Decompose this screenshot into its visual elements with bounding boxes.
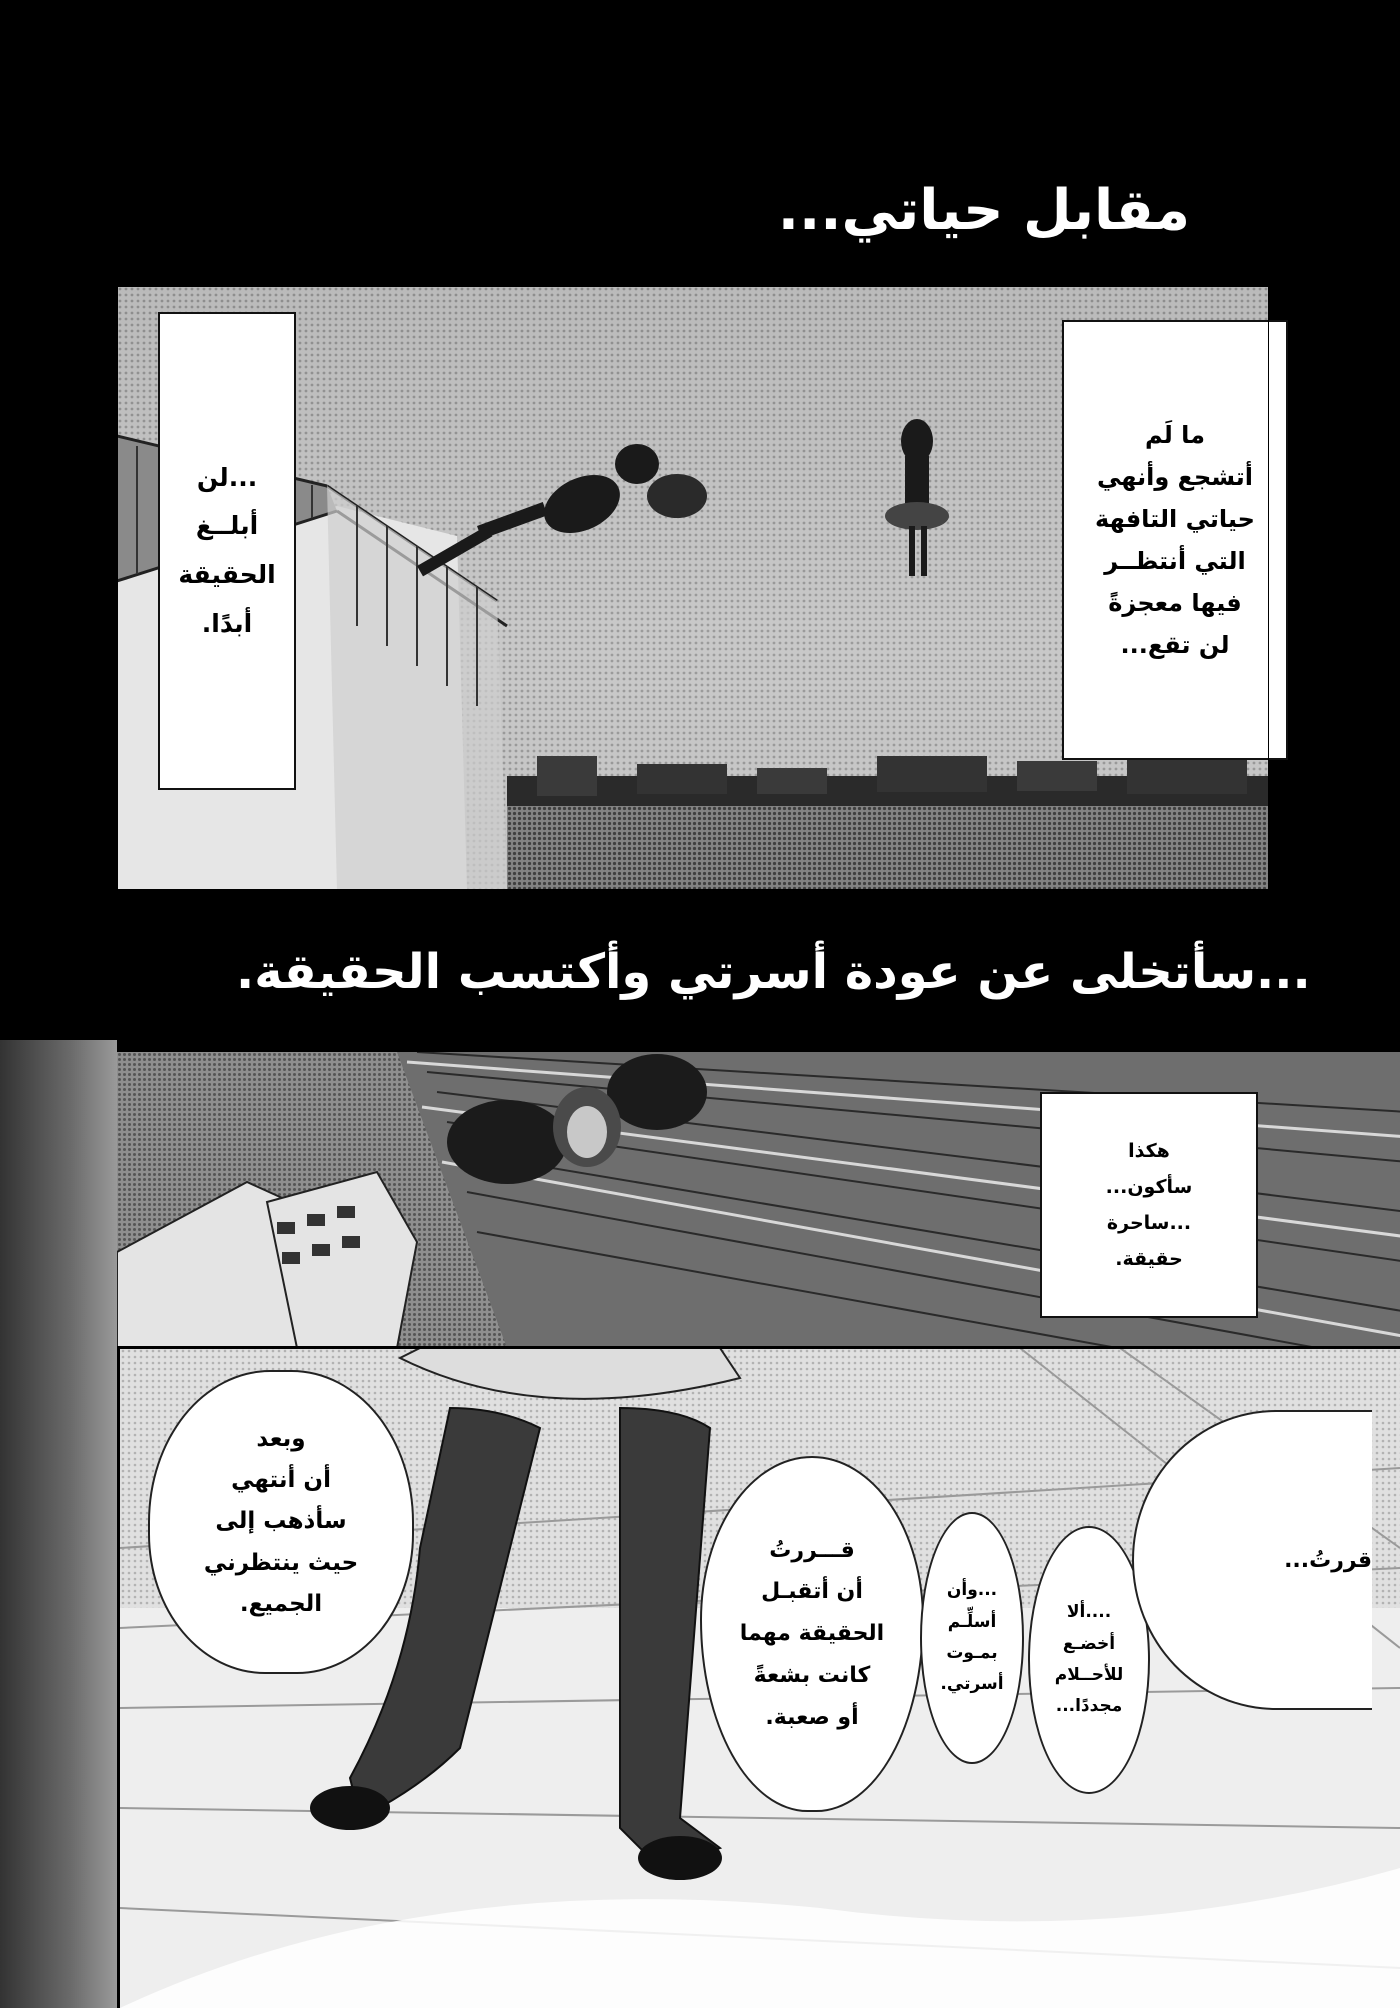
narration-line: ...لن bbox=[196, 462, 258, 492]
top-caption: مقابل حياتي... bbox=[777, 178, 1190, 243]
panel-border-top bbox=[117, 286, 1269, 890]
speech-bubble-center bbox=[700, 1456, 924, 1812]
narration-line: ما لَم bbox=[1144, 421, 1206, 449]
narration-line: حقيقة. bbox=[1115, 1248, 1183, 1271]
narration-line: الحقيقة bbox=[178, 560, 276, 589]
bubble-line: وبعد bbox=[256, 1425, 306, 1452]
narration-line: أتشجع وأنهي bbox=[1097, 463, 1253, 491]
bubble-line: أن أتقبـل bbox=[761, 1579, 863, 1605]
bubble-line: قـــررتُ bbox=[769, 1537, 855, 1563]
bubble-line: ...وأن bbox=[946, 1580, 998, 1601]
bubble-line: أخضـع bbox=[1062, 1633, 1116, 1654]
narration-line: فيها معجزةً bbox=[1108, 589, 1242, 617]
bubble-line: مجددًا... bbox=[1055, 1696, 1123, 1717]
bubble-line: أسرتي. bbox=[940, 1674, 1004, 1695]
speech-bubble-small bbox=[920, 1512, 1024, 1764]
bubble-line: أو صعبة. bbox=[765, 1704, 859, 1730]
bubble-line: أسلِّـم bbox=[947, 1611, 997, 1632]
bubble-line: كانت بشعةً bbox=[753, 1662, 871, 1688]
speech-bubble-left bbox=[148, 1370, 414, 1674]
bubble-line: ....ألا bbox=[1066, 1602, 1112, 1623]
bubble-line: للأحــلام bbox=[1054, 1665, 1124, 1685]
middle-caption: ...سأتخلى عن عودة أسرتي وأكتسب الحقيقة. bbox=[236, 944, 1311, 1000]
bubble-line: سأذهب إلى bbox=[215, 1508, 347, 1535]
bubble-line: بمـوت bbox=[946, 1643, 998, 1663]
narration-line: حياتي التافهة bbox=[1095, 505, 1255, 533]
narration-line: لن تقع... bbox=[1120, 631, 1230, 659]
panel-divider bbox=[117, 1346, 1400, 1349]
narration-box-falling bbox=[1040, 1092, 1258, 1318]
narration-line: أبلــغ bbox=[195, 511, 259, 541]
narration-line: هكذا bbox=[1128, 1139, 1170, 1162]
narration-line: أبدًا. bbox=[201, 608, 253, 638]
bubble-line: الحقيقة مهما bbox=[739, 1621, 885, 1647]
narration-line: سأكون... bbox=[1105, 1175, 1193, 1198]
bubble-line: قررتُ... bbox=[1284, 1547, 1372, 1573]
narration-line: التي أنتظــر bbox=[1104, 547, 1246, 575]
bubble-line: الجميع. bbox=[239, 1591, 323, 1618]
bubble-line: أن أنتهي bbox=[231, 1466, 331, 1493]
bubble-line: حيث ينتظرني bbox=[203, 1549, 359, 1576]
smoke-edge bbox=[0, 1040, 117, 2008]
narration-line: ...ساحرة bbox=[1106, 1212, 1192, 1234]
